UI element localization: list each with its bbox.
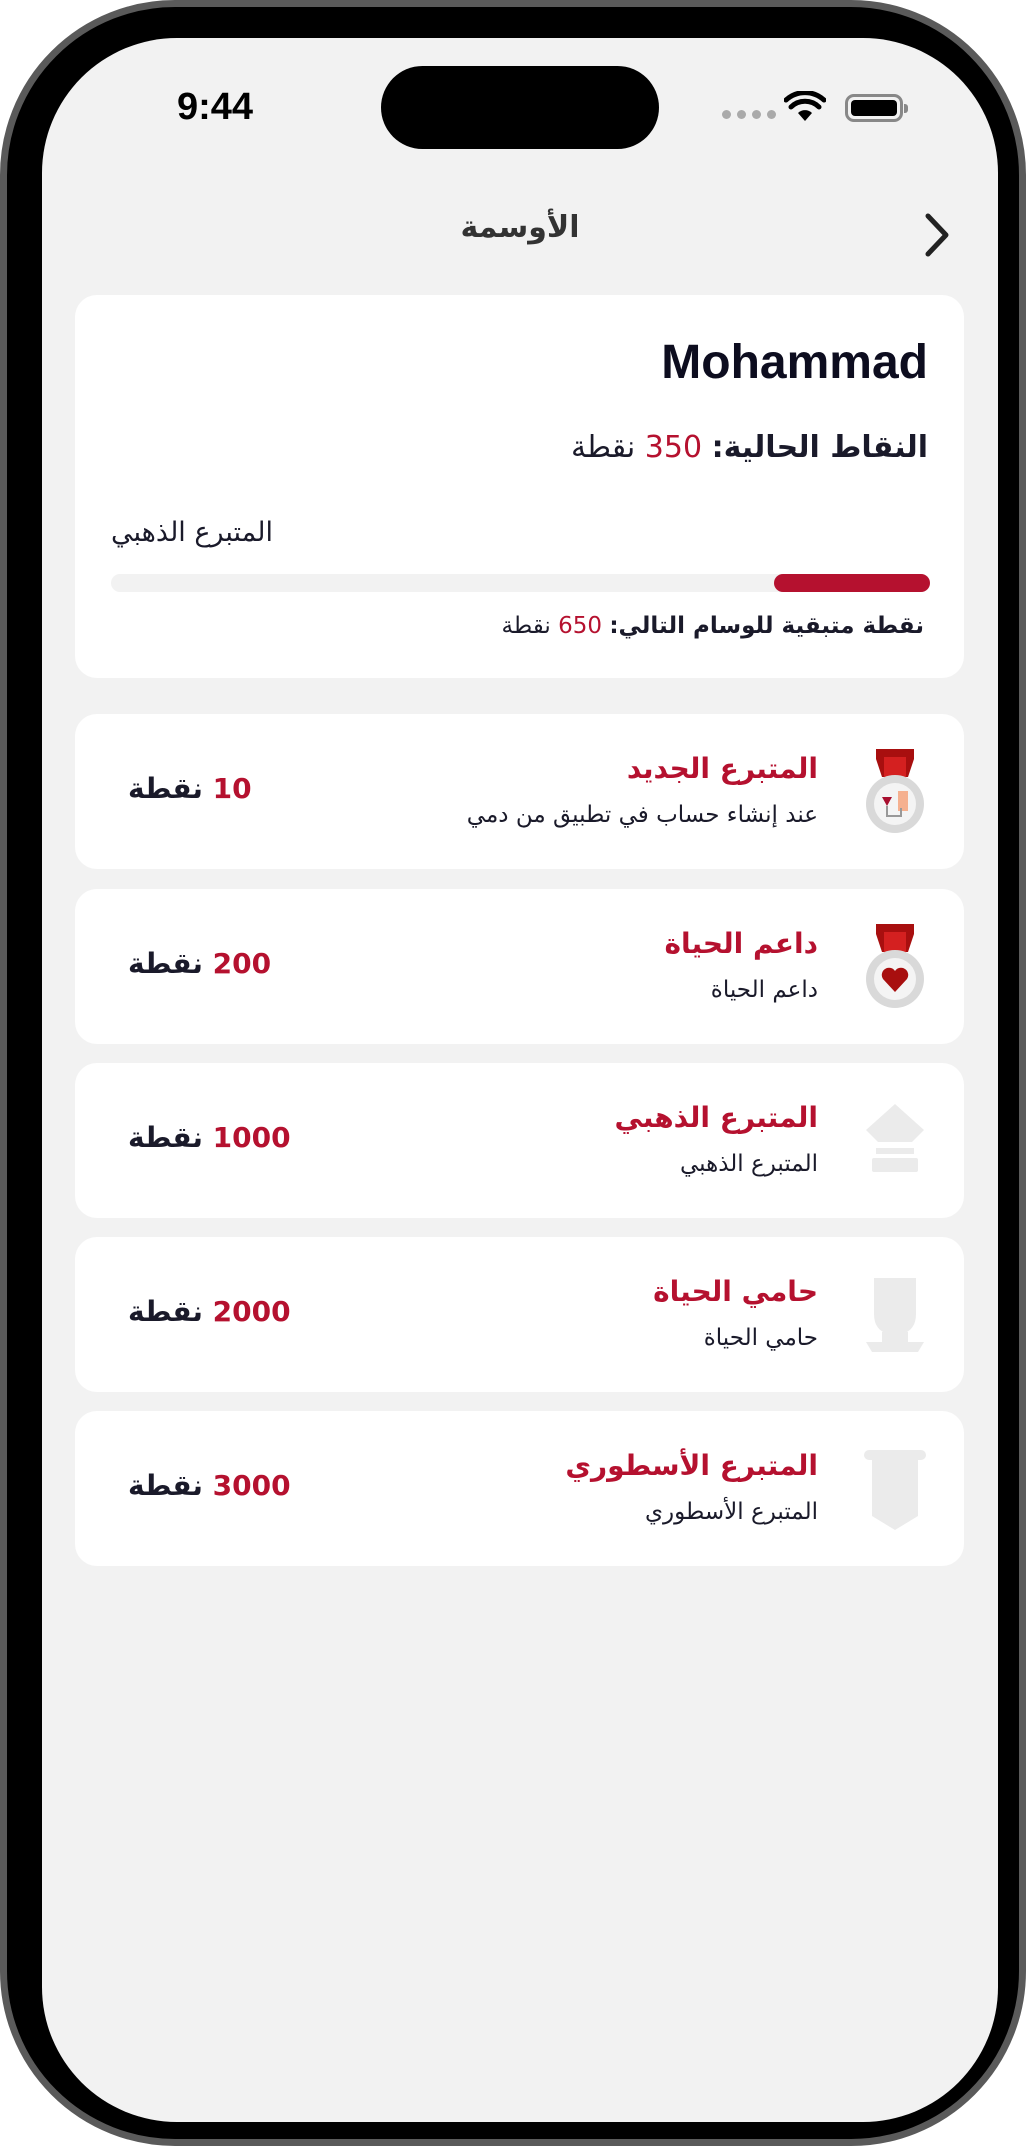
badge-description: داعم الحياة [710, 977, 818, 1003]
badge-description: المتبرع الأسطوري [645, 1499, 818, 1525]
badge-points [128, 1469, 291, 1502]
badge-points-value: 200 [212, 947, 272, 980]
badge-points [128, 1121, 291, 1154]
badge-description: المتبرع الذهبي [679, 1151, 818, 1177]
locked-trophy-icon [862, 1098, 928, 1182]
heart-medal-icon [862, 924, 928, 1008]
remaining-points [502, 613, 924, 639]
remaining-value: 650 [558, 613, 602, 639]
badge-points-unit: نقطة [128, 1295, 203, 1328]
badge-description: حامي الحياة [703, 1325, 818, 1351]
badge-card[interactable] [75, 714, 964, 869]
badge-points-value: 2000 [212, 1295, 291, 1328]
badge-card[interactable] [75, 1237, 964, 1392]
cellular-signal-icon [722, 110, 776, 119]
badge-points-value: 1000 [212, 1121, 291, 1154]
badge-description: عند إنشاء حساب في تطبيق من دمي [466, 802, 818, 828]
badge-title: المتبرع الذهبي [614, 1101, 818, 1134]
badge-title: حامي الحياة [653, 1275, 818, 1308]
badge-title: المتبرع الأسطوري [565, 1449, 818, 1482]
badge-points [128, 772, 252, 805]
badge-title: داعم الحياة [664, 927, 818, 960]
current-level: المتبرع الذهبي [111, 517, 274, 548]
progress-fill [774, 574, 930, 592]
chevron-right-icon[interactable] [922, 210, 952, 260]
badge-points [128, 1295, 291, 1328]
points-unit: نقطة [571, 430, 636, 465]
remaining-unit: نقطة [501, 613, 551, 639]
badge-points-unit: نقطة [128, 947, 203, 980]
badge-points-value: 10 [212, 772, 252, 805]
badge-card[interactable] [75, 1063, 964, 1218]
blood-donation-medal-icon [862, 749, 928, 833]
badge-title: المتبرع الجديد [626, 752, 818, 785]
wifi-icon [784, 91, 826, 123]
badge-points-unit: نقطة [128, 772, 203, 805]
user-name: Mohammad [661, 336, 928, 389]
battery-icon [845, 94, 903, 122]
locked-shield-icon [862, 1272, 928, 1356]
dynamic-island [381, 66, 659, 149]
profile-card [75, 295, 964, 678]
badge-points [128, 947, 271, 980]
points-value: 350 [644, 430, 703, 465]
badge-card[interactable] [75, 889, 964, 1044]
page-title: الأوسمة [460, 210, 580, 245]
badge-points-unit: نقطة [128, 1469, 203, 1502]
badge-points-unit: نقطة [128, 1121, 203, 1154]
remaining-label: نقطة متبقية للوسام التالي: [609, 613, 924, 639]
current-points [571, 430, 928, 465]
badge-card[interactable] [75, 1411, 964, 1566]
locked-banner-icon [862, 1446, 928, 1530]
status-time: 9:44 [177, 86, 254, 128]
progress-bar [111, 574, 930, 592]
points-label: النقاط الحالية: [711, 430, 928, 465]
badge-points-value: 3000 [212, 1469, 291, 1502]
screen [42, 38, 998, 2122]
